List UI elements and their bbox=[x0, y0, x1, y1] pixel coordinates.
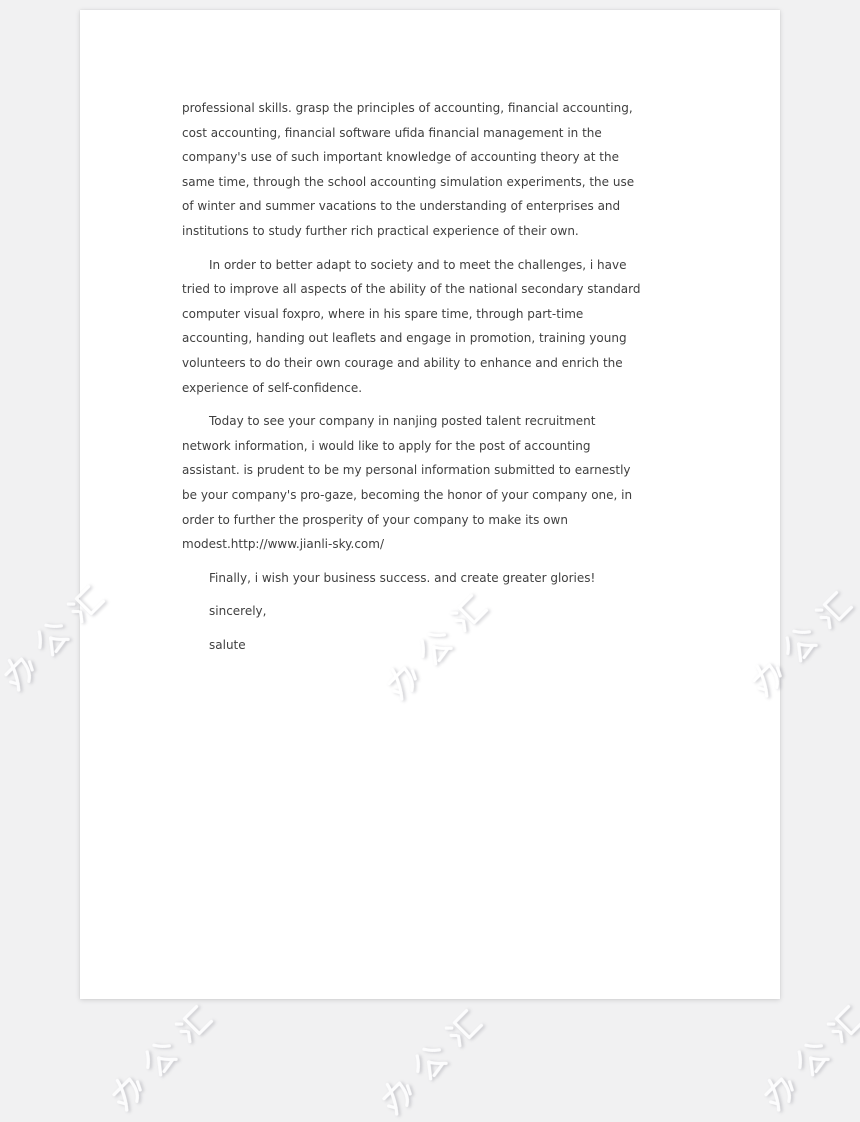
text-line: assistant. is prudent to be my personal information submitted to earnestly bbox=[182, 463, 631, 478]
text-line: modest.http://www.jianli-sky.com/ bbox=[182, 537, 384, 552]
text-line: Today to see your company in nanjing posted talent recruitment bbox=[209, 414, 596, 429]
text-line: sincerely, bbox=[209, 604, 267, 619]
text-line: be your company's pro-gaze, becoming the honor of your company one, in bbox=[182, 487, 633, 502]
text-line: cost accounting, financial software ufida financial management in the bbox=[182, 125, 602, 140]
text-line: Finally, i wish your business success. and create greater glories! bbox=[209, 570, 596, 585]
paragraph bbox=[182, 566, 656, 591]
watermark bbox=[100, 998, 220, 1118]
text-line: experience of self-confidence. bbox=[182, 380, 363, 395]
watermark-char-ban-icon bbox=[0, 644, 46, 698]
watermark-char-ban-icon bbox=[100, 1064, 154, 1118]
text-line: professional skills. grasp the principles of accounting, financial accounting, bbox=[182, 101, 633, 115]
text-line: institutions to study further rich practical experience of their own. bbox=[182, 223, 579, 238]
text-line: of winter and summer vacations to the understanding of enterprises and bbox=[182, 199, 621, 214]
watermark-char-hui-icon bbox=[818, 998, 860, 1052]
watermark-char-ban-icon bbox=[752, 1064, 806, 1118]
watermark-char-gong-icon bbox=[133, 1031, 187, 1085]
paragraph bbox=[182, 253, 656, 401]
watermark-char-gong-icon bbox=[785, 1031, 839, 1085]
paragraph bbox=[182, 599, 656, 624]
watermark-char-hui-icon bbox=[166, 998, 220, 1052]
document-page bbox=[80, 10, 780, 999]
text-line: salute bbox=[209, 637, 246, 652]
document-content[interactable] bbox=[80, 10, 780, 666]
text-line: volunteers to do their own courage and ability to enhance and enrich the bbox=[182, 355, 623, 370]
watermark-char-gong-icon bbox=[403, 1035, 457, 1089]
text-line: In order to better adapt to society and to meet the challenges, i have bbox=[209, 257, 627, 272]
watermark-char-gong-icon bbox=[773, 617, 827, 671]
paragraph bbox=[182, 409, 656, 557]
watermark-char-ban-icon bbox=[370, 1068, 424, 1122]
text-line: accounting, handing out leaflets and engage in promotion, training young bbox=[182, 331, 627, 346]
text-line: same time, through the school accounting simulation experiments, the use bbox=[182, 174, 635, 189]
watermark bbox=[752, 998, 860, 1118]
watermark bbox=[370, 1002, 490, 1122]
watermark-char-hui-icon bbox=[436, 1002, 490, 1056]
text-line: network information, i would like to apply for the post of accounting bbox=[182, 438, 591, 453]
text-line: order to further the prosperity of your company to make its own bbox=[182, 512, 568, 527]
watermark-char-hui-icon bbox=[806, 584, 860, 638]
paragraph bbox=[182, 96, 656, 244]
text-line: company's use of such important knowledge of accounting theory at the bbox=[182, 150, 619, 165]
watermark-char-gong-icon bbox=[25, 611, 79, 665]
text-line: tried to improve all aspects of the ability of the national secondary standard bbox=[182, 282, 641, 297]
text-line: computer visual foxpro, where in his spare time, through part-time bbox=[182, 306, 584, 321]
paragraph bbox=[182, 633, 656, 658]
